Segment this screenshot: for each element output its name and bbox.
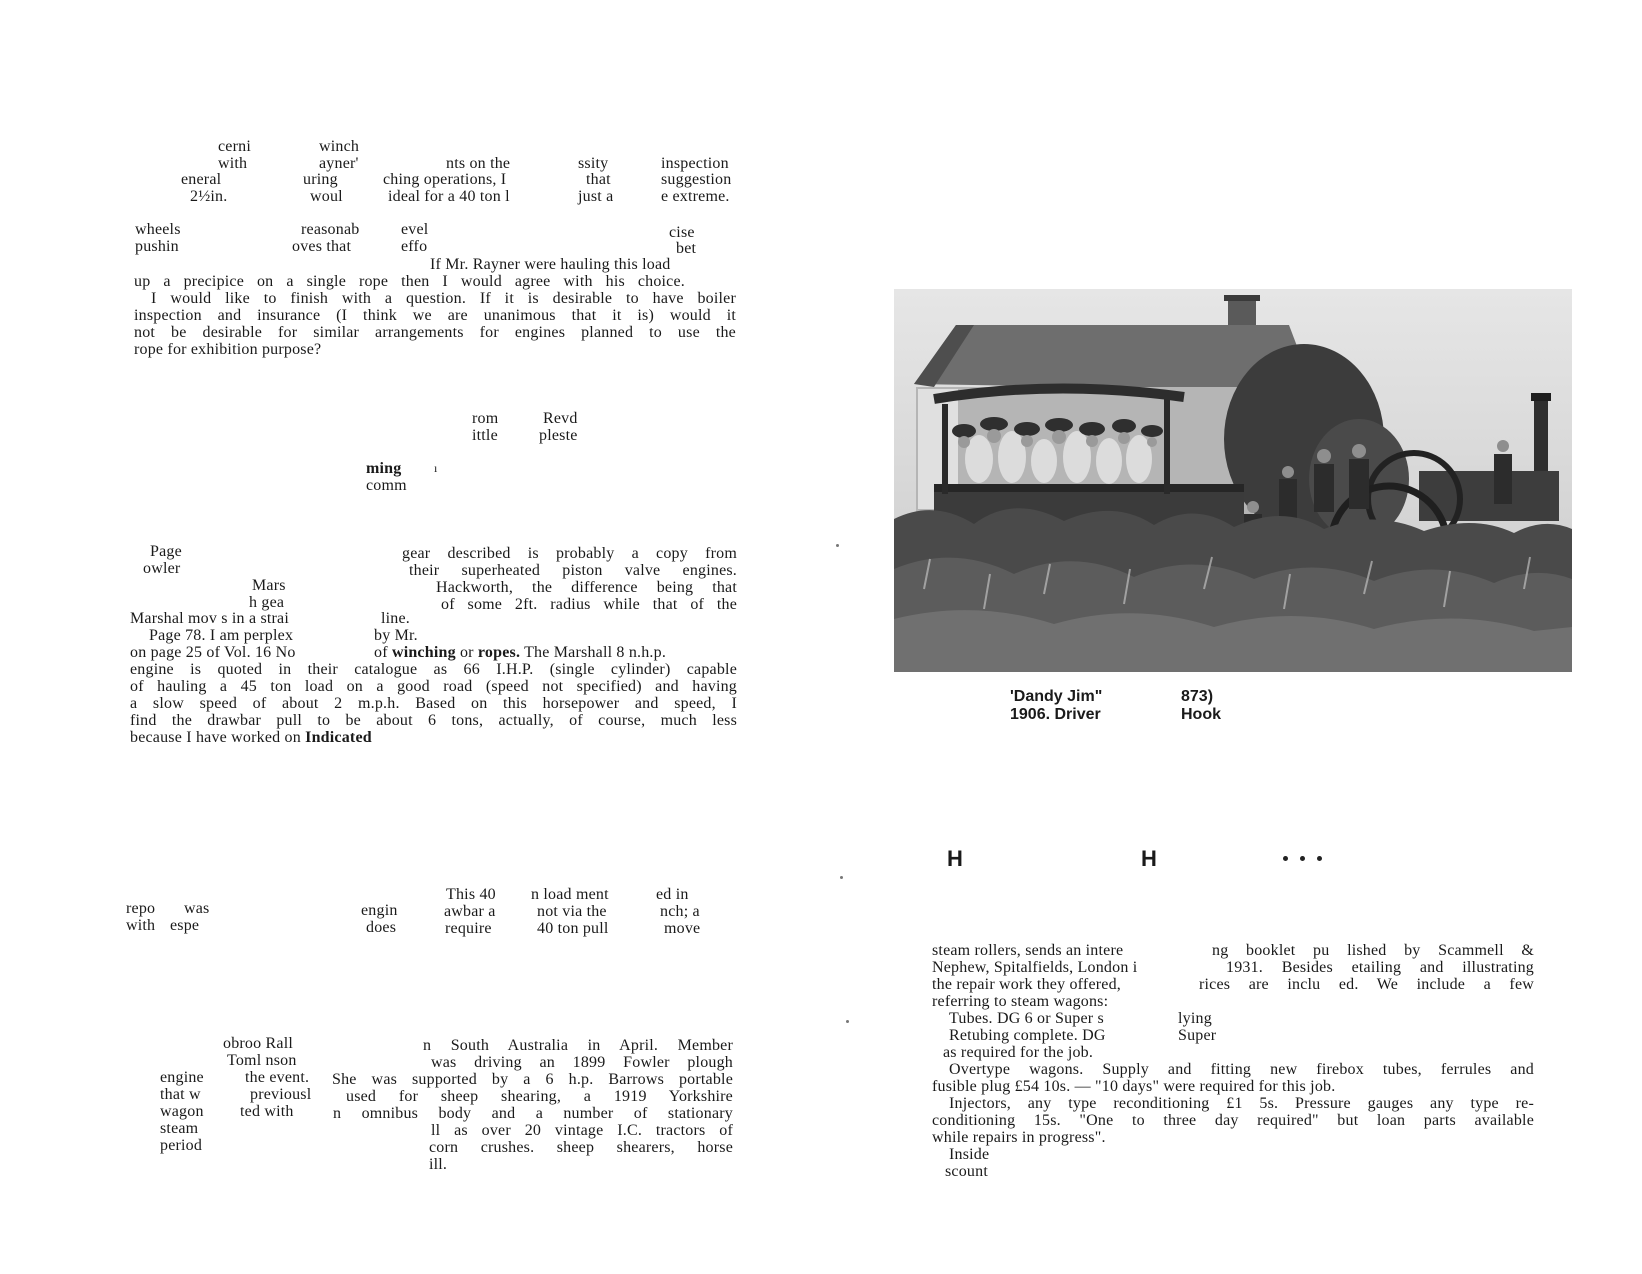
- steam-engine-photo: [894, 289, 1572, 672]
- text-fragment: Page: [150, 543, 182, 560]
- text-fragment: with: [126, 917, 156, 934]
- text-line: used for sheep shearing, a 1919 Yorkshire: [346, 1088, 733, 1105]
- text-line: Hackworth, the difference being that: [436, 579, 737, 596]
- text-line: referring to steam wagons:: [932, 993, 1109, 1010]
- text-fragment: repo: [126, 900, 156, 917]
- text-line: If Mr. Rayner were hauling this load: [430, 256, 671, 273]
- text-fragment: the repair work they offered,: [932, 976, 1121, 993]
- text-fragment: rom: [472, 410, 499, 427]
- text-line: ng booklet pu lished by Scammell &: [1212, 942, 1534, 959]
- text-line: gear described is probably a copy from: [402, 545, 737, 562]
- text-line: inspection and insurance (I think we are unanimous that it is) would it: [134, 307, 736, 324]
- text-fragment: espe: [170, 917, 200, 934]
- text-fragment: suggestion: [661, 171, 732, 188]
- text-line: because I have worked on Indicated: [130, 729, 372, 746]
- text-line: up a precipice on a single rope then I would agree with his choice.: [134, 273, 685, 290]
- text-line: of winching or ropes. The Marshall 8 n.h.p.: [374, 644, 667, 661]
- text-fragment: awbar a: [444, 903, 496, 920]
- text-line: while repairs in progress".: [932, 1129, 1106, 1146]
- text-fragment: not via the: [537, 903, 607, 920]
- scan-speck: [836, 544, 839, 547]
- caption-line: Hook: [1181, 706, 1221, 723]
- text-fragment: that w: [160, 1086, 201, 1103]
- text-line: ll as over 20 vintage I.C. tractors of: [431, 1122, 733, 1139]
- text-fragment: pleste: [539, 427, 578, 444]
- text-fragment: owler: [143, 560, 181, 577]
- text-fragment: nts on the: [446, 155, 511, 172]
- text-fragment: oves that: [292, 238, 352, 255]
- text-fragment: comm: [366, 477, 407, 494]
- text-fragment: nch; a: [660, 903, 700, 920]
- text-fragment: Toml nson: [227, 1052, 297, 1069]
- text-fragment: ill.: [429, 1156, 448, 1173]
- text-line: a slow speed of about 2 m.p.h. Based on this horsepower and speed, I: [130, 695, 737, 712]
- text-fragment: Inside: [949, 1146, 990, 1163]
- text-fragment: was: [184, 900, 210, 917]
- text-fragment: period: [160, 1137, 203, 1154]
- text-line: of some 2ft. radius while that of the: [441, 596, 737, 613]
- text-line: n South Australia in April. Member: [423, 1037, 733, 1054]
- scan-speck: [840, 876, 843, 879]
- text-fragment: cerni: [218, 138, 251, 155]
- text-fragment: 2½in.: [190, 188, 228, 205]
- text-fragment: wheels: [135, 221, 181, 238]
- text-fragment: Retubing complete. DG: [949, 1027, 1106, 1044]
- text-fragment: engin: [361, 902, 398, 919]
- section-heading: H: [947, 846, 963, 871]
- text-line: not be desirable for similar arrangements for engines planned to use the: [134, 324, 736, 341]
- text-fragment: Nephew, Spitalfields, London i: [932, 959, 1138, 976]
- text-fragment: eneral: [181, 171, 222, 188]
- text-fragment: ming: [366, 460, 402, 477]
- text-fragment: pushin: [135, 238, 179, 255]
- ellipsis-dots: [1283, 856, 1322, 861]
- text-fragment: winch: [319, 138, 360, 155]
- text-fragment: ı: [434, 461, 438, 475]
- text-fragment: that: [586, 171, 611, 188]
- text-fragment: ideal for a 40 ton l: [388, 188, 510, 205]
- scan-speck: [846, 1020, 849, 1023]
- text-fragment: lying: [1178, 1010, 1212, 1027]
- text-fragment: reasonab: [301, 221, 360, 238]
- caption-line: 873): [1181, 688, 1214, 705]
- text-fragment: Mars: [252, 577, 286, 594]
- text-fragment: Page 78. I am perplex: [149, 627, 294, 644]
- text-line: rices are inclu ed. We include a few: [1199, 976, 1534, 993]
- text-line: fusible plug £54 10s. — "10 days" were required for this job.: [932, 1078, 1336, 1095]
- text-fragment: the event.: [245, 1069, 310, 1086]
- text-fragment: by Mr.: [374, 627, 418, 644]
- text-fragment: wagon: [160, 1103, 204, 1120]
- text-fragment: h gea: [249, 594, 285, 611]
- text-fragment: Revd: [543, 410, 578, 427]
- text-fragment: engine: [160, 1069, 204, 1086]
- text-fragment: e extreme.: [661, 188, 730, 205]
- text-fragment: cise: [669, 224, 695, 241]
- text-fragment: previousl: [250, 1086, 312, 1103]
- text-fragment: effo: [401, 238, 428, 255]
- text-line: n omnibus body and a number of stationary: [333, 1105, 733, 1122]
- photo-illustration: [894, 289, 1572, 672]
- text-line: of hauling a 45 ton load on a good road (speed not specified) and having: [130, 678, 737, 695]
- text-fragment: This 40: [446, 886, 496, 903]
- text-line: engine is quoted in their catalogue as 66 I.H.P. (single cylinder) capable: [130, 661, 737, 678]
- text-fragment: evel: [401, 221, 429, 238]
- text-fragment: line.: [381, 610, 410, 627]
- text-line: conditioning 15s. "One to three day required" but loan parts available: [932, 1112, 1534, 1129]
- text-fragment: Super: [1178, 1027, 1217, 1044]
- text-fragment: move: [664, 920, 701, 937]
- text-fragment: ssity: [578, 155, 609, 172]
- text-fragment: ittle: [472, 427, 498, 444]
- text-fragment: obroo Rall: [223, 1035, 293, 1052]
- text-fragment: woul: [310, 188, 343, 205]
- text-line: find the drawbar pull to be about 6 tons, actually, of course, much less: [130, 712, 737, 729]
- text-fragment: does: [366, 919, 397, 936]
- text-fragment: 40 ton pull: [537, 920, 609, 937]
- text-fragment: with: [218, 155, 248, 172]
- section-heading: H: [1141, 846, 1157, 871]
- caption-line: 'Dandy Jim": [1010, 688, 1103, 705]
- text-line: Injectors, any type reconditioning £1 5s. Pressure gauges any type re-: [949, 1095, 1534, 1112]
- text-fragment: Marshal mov s in a strai: [130, 610, 289, 627]
- text-fragment: inspection: [661, 155, 729, 172]
- text-line: rope for exhibition purpose?: [134, 341, 322, 358]
- text-fragment: just a: [578, 188, 614, 205]
- text-line: as required for the job.: [943, 1044, 1094, 1061]
- text-fragment: on page 25 of Vol. 16 No: [130, 644, 296, 661]
- text-fragment: ching operations, I: [383, 171, 507, 188]
- text-fragment: uring: [303, 171, 338, 188]
- text-line: 1931. Besides etailing and illustrating: [1226, 959, 1534, 976]
- text-fragment: require: [445, 920, 492, 937]
- caption-line: 1906. Driver: [1010, 706, 1101, 723]
- text-line: corn crushes. sheep shearers, horse: [429, 1139, 733, 1156]
- text-fragment: n load ment: [531, 886, 609, 903]
- text-fragment: scount: [945, 1163, 988, 1180]
- text-line: was driving an 1899 Fowler plough: [431, 1054, 733, 1071]
- text-line: She was supported by a 6 h.p. Barrows portable: [332, 1071, 733, 1088]
- text-fragment: ted with: [240, 1103, 294, 1120]
- text-fragment: steam rollers, sends an intere: [932, 942, 1124, 959]
- text-line: their superheated piston valve engines.: [409, 562, 737, 579]
- text-fragment: Tubes. DG 6 or Super s: [949, 1010, 1104, 1027]
- text-fragment: ed in: [656, 886, 689, 903]
- text-fragment: ayner': [319, 155, 359, 172]
- text-fragment: bet: [676, 240, 697, 257]
- text-line: Overtype wagons. Supply and fitting new firebox tubes, ferrules and: [949, 1061, 1534, 1078]
- text-fragment: steam: [160, 1120, 199, 1137]
- text-line: I would like to finish with a question. If it is desirable to have boiler: [151, 290, 736, 307]
